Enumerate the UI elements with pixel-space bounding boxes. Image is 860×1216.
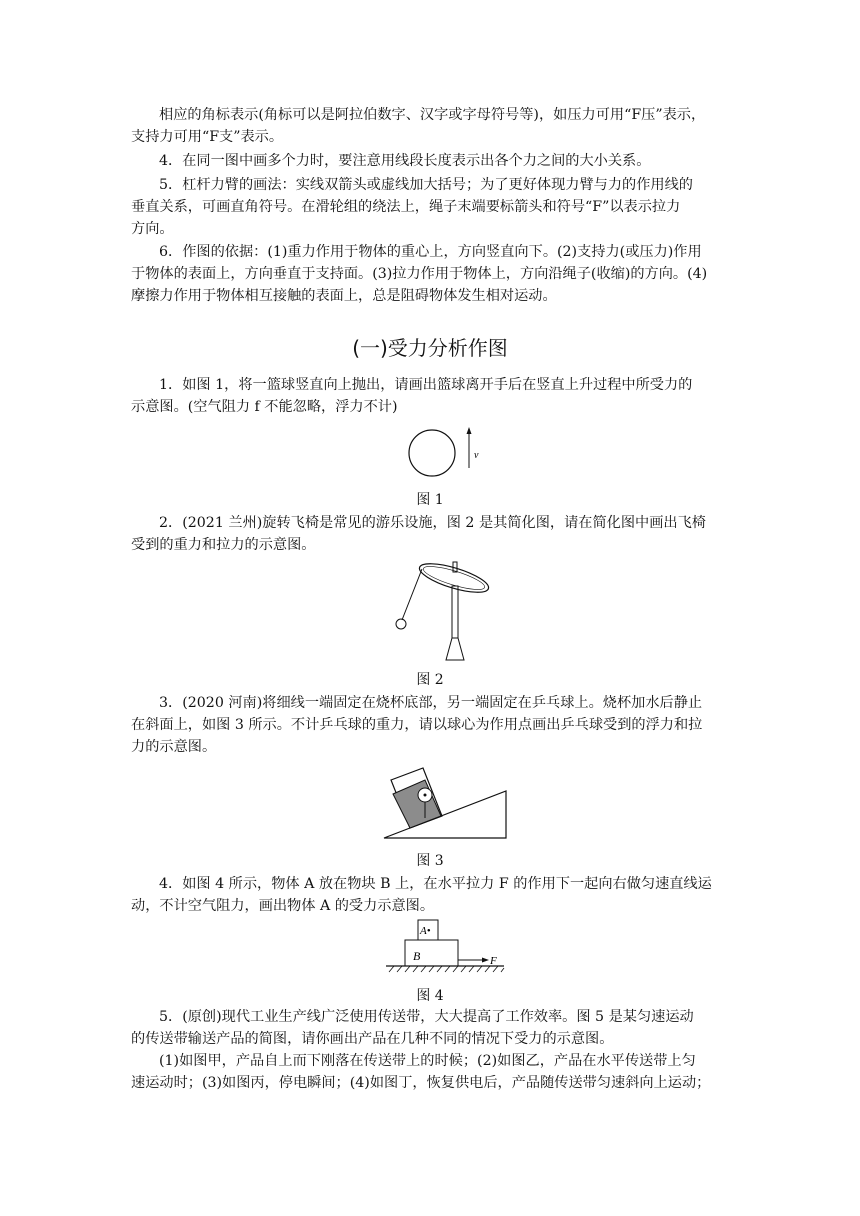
ground-hatching (389, 966, 504, 972)
basketball-circle (409, 430, 455, 476)
figure-4-blocks (380, 918, 510, 980)
intro-paragraph-3 (131, 104, 729, 148)
rotating-disc (417, 558, 492, 598)
velocity-label: v (474, 450, 479, 461)
text-line: 垂直关系，可画直角符号。在滑轮组的绕法上，绳子末端要标箭头和符号“F”以表示拉力 (131, 199, 681, 215)
text-line: 4．在同一图中画多个力时，要注意用线段长度表示出各个力之间的大小关系。 (159, 153, 651, 169)
text-line: 3．(2020 河南)将细线一端固定在烧杯底部，另一端固定在乒乓球上。烧杯加水后静止 (159, 695, 703, 711)
text-line: 在斜面上，如图 3 所示。不计乒乓球的重力，请以球心为作用点画出乒乓球受到的浮力和拉 (131, 717, 703, 733)
question-5-parts (131, 1050, 729, 1094)
beaker-water (393, 780, 441, 828)
text-line: 力的示意图。 (131, 739, 217, 755)
text-line: 4．如图 4 所示，物体 A 放在物块 B 上，在水平拉力 F 的作用下一起向右做匀速直线运 (159, 876, 712, 892)
text-line: 受到的重力和拉力的示意图。 (131, 537, 316, 553)
pole-base (446, 638, 464, 660)
question-4 (131, 873, 729, 917)
intro-paragraph-5 (131, 174, 729, 240)
question-5 (131, 1006, 729, 1050)
text-line: 摩擦力作用于物体相互接触的表面上，总是阻碍物体发生相对运动。 (131, 288, 557, 304)
question-1 (131, 374, 729, 418)
text-line: 5．杠杆力臂的画法：实线双箭头或虚线加大括号；为了更好体现力臂与力的作用线的 (159, 177, 693, 193)
text-line: 于物体的表面上，方向垂直于支持面。(3)拉力作用于物体上，方向沿绳子(收缩)的方向。(4) (131, 266, 708, 282)
text-line: 速运动时；(3)如图丙，停电瞬间；(4)如图丁，恢复供电后，产品随传送带匀速斜向上运动； (131, 1075, 711, 1091)
pole (452, 586, 458, 638)
text-line: 示意图。(空气阻力 f 不能忽略，浮力不计) (131, 399, 398, 415)
figure-4-caption: 图 4 (416, 988, 444, 1004)
text-line: 6．作图的依据：(1)重力作用于物体的重心上，方向竖直向下。(2)支持力(或压力)作用 (159, 244, 702, 260)
force-arrowhead (482, 958, 489, 963)
text-line: (1)如图甲，产品自上而下刚落在传送带上的时候；(2)如图乙，产品在水平传送带上匀 (159, 1053, 696, 1069)
ball-center (424, 794, 427, 797)
figure-3-beaker-incline (380, 758, 510, 844)
figure-3-caption: 图 3 (416, 853, 444, 869)
intro-paragraph-6 (131, 241, 729, 307)
text-line: 5．(原创)现代工业生产线广泛使用传送带，大大提高了工作效率。图 5 是某匀速运动 (159, 1009, 694, 1025)
text-line: 2．(2021 兰州)旋转飞椅是常见的游乐设施，图 2 是其简化图，请在简化图中画出飞椅 (159, 515, 706, 531)
rope (402, 569, 422, 620)
question-3 (131, 692, 729, 758)
section-title: (一)受力分析作图 (352, 336, 508, 360)
block-a-label: A• (420, 925, 431, 937)
intro-paragraph-4 (131, 150, 729, 172)
block-b-label: B (413, 949, 421, 963)
force-label: F (490, 955, 497, 967)
text-line: 相应的角标表示(角标可以是阿拉伯数字、汉字或字母符号等)，如压力可用“F压”表示， (159, 107, 706, 123)
text-line: 支持力可用“F支”表示。 (131, 129, 284, 145)
figure-2-swing-chair (388, 556, 498, 672)
rotating-disc-inner (421, 562, 486, 594)
text-line: 动，不计空气阻力，画出物体 A 的受力示意图。 (131, 898, 435, 914)
text-line: 方向。 (131, 221, 174, 237)
text-line: 1．如图 1，将一篮球竖直向上抛出，请画出篮球离开手后在竖直上升过程中所受力的 (159, 377, 693, 393)
velocity-arrowhead (467, 427, 472, 434)
chair-ball (396, 619, 406, 629)
text-line: 的传送带输送产品的简图，请你画出产品在几种不同的情况下受力的示意图。 (131, 1031, 614, 1047)
question-2 (131, 512, 729, 556)
figure-1-basketball (400, 422, 500, 484)
figure-2-caption: 图 2 (416, 672, 444, 688)
figure-1-caption: 图 1 (416, 492, 444, 508)
